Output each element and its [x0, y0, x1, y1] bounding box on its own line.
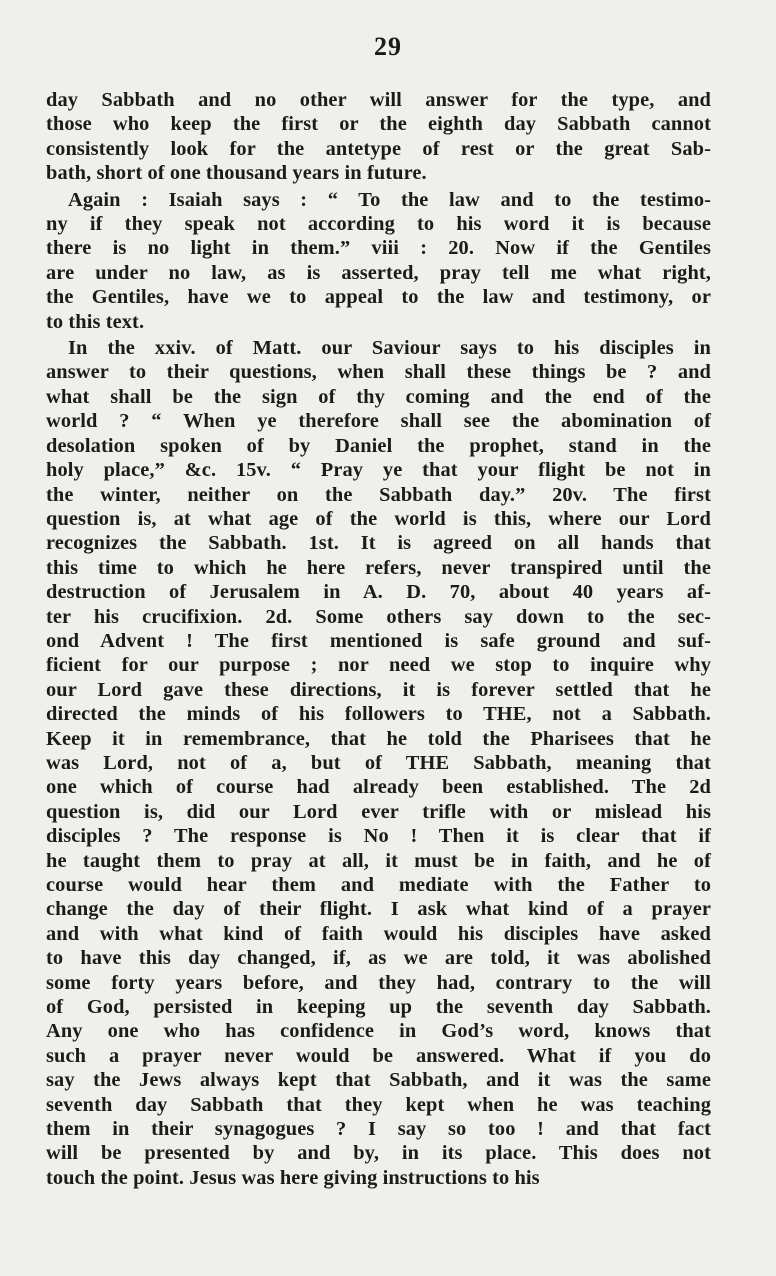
text-line: this time to which he here refers, never transpired until the — [46, 556, 711, 579]
text-line: question is, at what age of the world is this, where our Lord — [46, 507, 711, 530]
text-line: he taught them to pray at all, it must be in faith, and he of — [46, 849, 711, 872]
text-line: are under no law, as is asserted, pray tell me what right, — [46, 261, 711, 284]
text-line: of God, persisted in keeping up the seventh day Sabbath. — [46, 996, 711, 1019]
text-line: those who keep the first or the eighth day Sabbath cannot — [46, 113, 711, 136]
text-line: to this text. — [46, 310, 145, 333]
page-number: 29 — [374, 32, 402, 61]
text-line: change the day of their flight. I ask what kind of a prayer — [46, 898, 711, 921]
text-line: question is, did our Lord ever trifle with or mislead his — [46, 800, 711, 823]
text-line: one which of course had already been established. The 2d — [46, 776, 711, 799]
body-text — [46, 88, 711, 1190]
text-line: course would hear them and mediate with the Father to — [46, 874, 711, 896]
text-line: what shall be the sign of thy coming and the end of the — [46, 385, 711, 408]
text-line: destruction of Jerusalem in A. D. 70, about 40 years af- — [46, 581, 711, 604]
text-line: ficient for our purpose ; nor need we stop to inquire why — [46, 654, 711, 677]
text-line: there is no light in them.” viii : 20. Now if the Gentiles — [46, 237, 711, 260]
text-line: ter his crucifixion. 2d. Some others say down to the sec- — [46, 605, 711, 628]
paragraph-3 — [46, 336, 711, 1190]
text-line: holy place,” &c. 15v. “ Pray ye that your flight be not in — [46, 459, 711, 482]
text-line: In the xxiv. of Matt. our Saviour says to his disciples in — [68, 337, 711, 360]
text-line: seventh day Sabbath that they kept when he was teaching — [46, 1093, 711, 1116]
text-line: some forty years before, and they had, contrary to the will — [46, 971, 711, 994]
text-line: disciples ? The response is No ! Then it is clear that if — [46, 825, 711, 848]
text-line: Any one who has confidence in God’s word, knows that — [46, 1020, 711, 1043]
text-line: our Lord gave these directions, it is forever settled that he — [46, 678, 711, 701]
text-line: was Lord, not of a, but of THE Sabbath, meaning that — [46, 751, 711, 774]
text-line: world ? “ When ye therefore shall see the abomination of — [46, 410, 711, 433]
text-line: and with what kind of faith would his disciples have asked — [46, 922, 711, 945]
text-line: such a prayer never would be answered. What if you do — [46, 1044, 711, 1067]
text-line: ny if they speak not according to his word it is because — [46, 213, 711, 236]
text-line: to have this day changed, if, as we are told, it was abolished — [46, 947, 711, 970]
paragraph-2 — [46, 188, 711, 334]
text-line: answer to their questions, when shall these things be ? and — [46, 361, 711, 384]
text-line: desolation spoken of by Daniel the prophet, stand in the — [46, 434, 711, 457]
text-line: recognizes the Sabbath. 1st. It is agreed on all hands that — [46, 532, 711, 555]
text-line: Keep it in remembrance, that he told the Pharisees that he — [46, 727, 711, 750]
text-line: ond Advent ! The first mentioned is safe ground and suf- — [46, 629, 711, 652]
text-line: the Gentiles, have we to appeal to the law and testimony, or — [46, 286, 711, 309]
text-line: consistently look for the antetype of rest or the great Sab- — [46, 137, 711, 160]
paragraph-1 — [46, 88, 711, 186]
text-line: Again : Isaiah says : “ To the law and to the testimo- — [68, 188, 711, 211]
text-line: directed the minds of his followers to THE, not a Sabbath. — [46, 703, 711, 726]
text-line: touch the point. Jesus was here giving instructions to his — [46, 1166, 540, 1189]
text-line: will be presented by and by, in its place. This does not — [46, 1142, 711, 1165]
text-line: them in their synagogues ? I say so too ! and that fact — [46, 1118, 711, 1141]
text-line: day Sabbath and no other will answer for the type, and — [46, 89, 711, 111]
text-line: say the Jews always kept that Sabbath, and it was the same — [46, 1069, 711, 1092]
text-line: bath, short of one thousand years in future. — [46, 162, 427, 185]
text-line: the winter, neither on the Sabbath day.” 20v. The first — [46, 483, 711, 506]
